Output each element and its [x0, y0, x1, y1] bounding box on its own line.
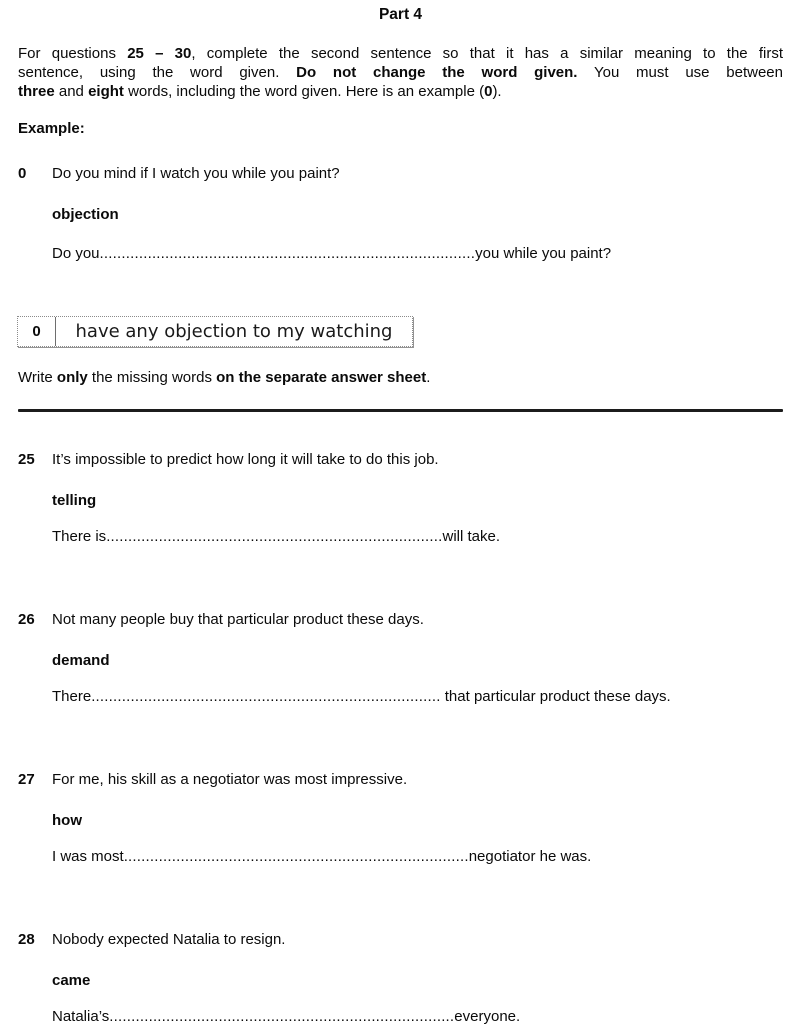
question-keyword: telling	[52, 492, 97, 509]
question-number: 25	[18, 451, 35, 468]
question-sentence: It’s impossible to predict how long it will take to do this job.	[52, 451, 439, 468]
gap-suffix: you while you paint?	[475, 245, 612, 262]
gap-dotted-line: ...............................................................................	[109, 1008, 455, 1025]
gap-prefix: There is	[52, 528, 107, 545]
gap-suffix: everyone.	[454, 1008, 521, 1025]
gap-dotted-line: .............................................................................	[106, 528, 443, 545]
question-gap-sentence	[52, 528, 783, 545]
example-keyword: objection	[52, 206, 119, 223]
gap-dotted-line: ...............................................................................	[123, 848, 469, 865]
section-divider	[18, 409, 783, 412]
question-sentence: Nobody expected Natalia to resign.	[52, 931, 286, 948]
answer-box-text: have any objection to my watching	[75, 321, 393, 342]
question-keyword: came	[52, 972, 91, 989]
question-gap-sentence	[52, 848, 783, 865]
question-keyword: how	[52, 812, 82, 829]
question-27	[18, 771, 783, 865]
instructions-paragraph	[18, 44, 783, 101]
instructions-line-1: For questions 25 – 30, complete the second sentence so that it has a similar meaning to the first	[18, 45, 784, 62]
gap-prefix: There	[52, 688, 92, 705]
answer-box-number: 0	[18, 317, 56, 346]
gap-dotted-line: ................................................................................	[91, 688, 441, 705]
question-number: 26	[18, 611, 35, 628]
example-gap-sentence	[52, 245, 783, 262]
question-26	[18, 611, 783, 705]
gap-suffix: that particular product these days.	[440, 688, 671, 705]
gap-suffix: will take.	[442, 528, 501, 545]
gap-prefix: Natalia’s	[52, 1008, 110, 1025]
instructions-line-2: sentence, using the word given. Do not change the word given. You must use between	[18, 64, 783, 81]
question-gap-sentence	[52, 1008, 783, 1025]
instructions-line-3: three and eight words, including the word given. Here is an example (0).	[18, 83, 502, 100]
question-25	[18, 451, 783, 545]
gap-suffix: negotiator he was.	[468, 848, 592, 865]
gap-prefix: I was most	[52, 848, 124, 865]
gap-prefix: Do you	[52, 245, 100, 262]
example-number: 0	[18, 165, 27, 182]
question-sentence: Not many people buy that particular product these days.	[52, 611, 424, 628]
example-label: Example:	[18, 120, 85, 137]
example-block	[18, 165, 783, 262]
question-28	[18, 931, 783, 1025]
write-note: Write only the missing words on the separate answer sheet.	[18, 369, 431, 386]
question-number: 28	[18, 931, 35, 948]
gap-dotted-line: ......................................................................................	[99, 245, 476, 262]
example-sentence: Do you mind if I watch you while you paint?	[52, 165, 340, 182]
page-title: Part 4	[378, 6, 423, 23]
question-sentence: For me, his skill as a negotiator was most impressive.	[52, 771, 408, 788]
question-gap-sentence	[52, 688, 783, 705]
question-number: 27	[18, 771, 35, 788]
example-answer-box	[17, 316, 413, 347]
question-keyword: demand	[52, 652, 110, 669]
